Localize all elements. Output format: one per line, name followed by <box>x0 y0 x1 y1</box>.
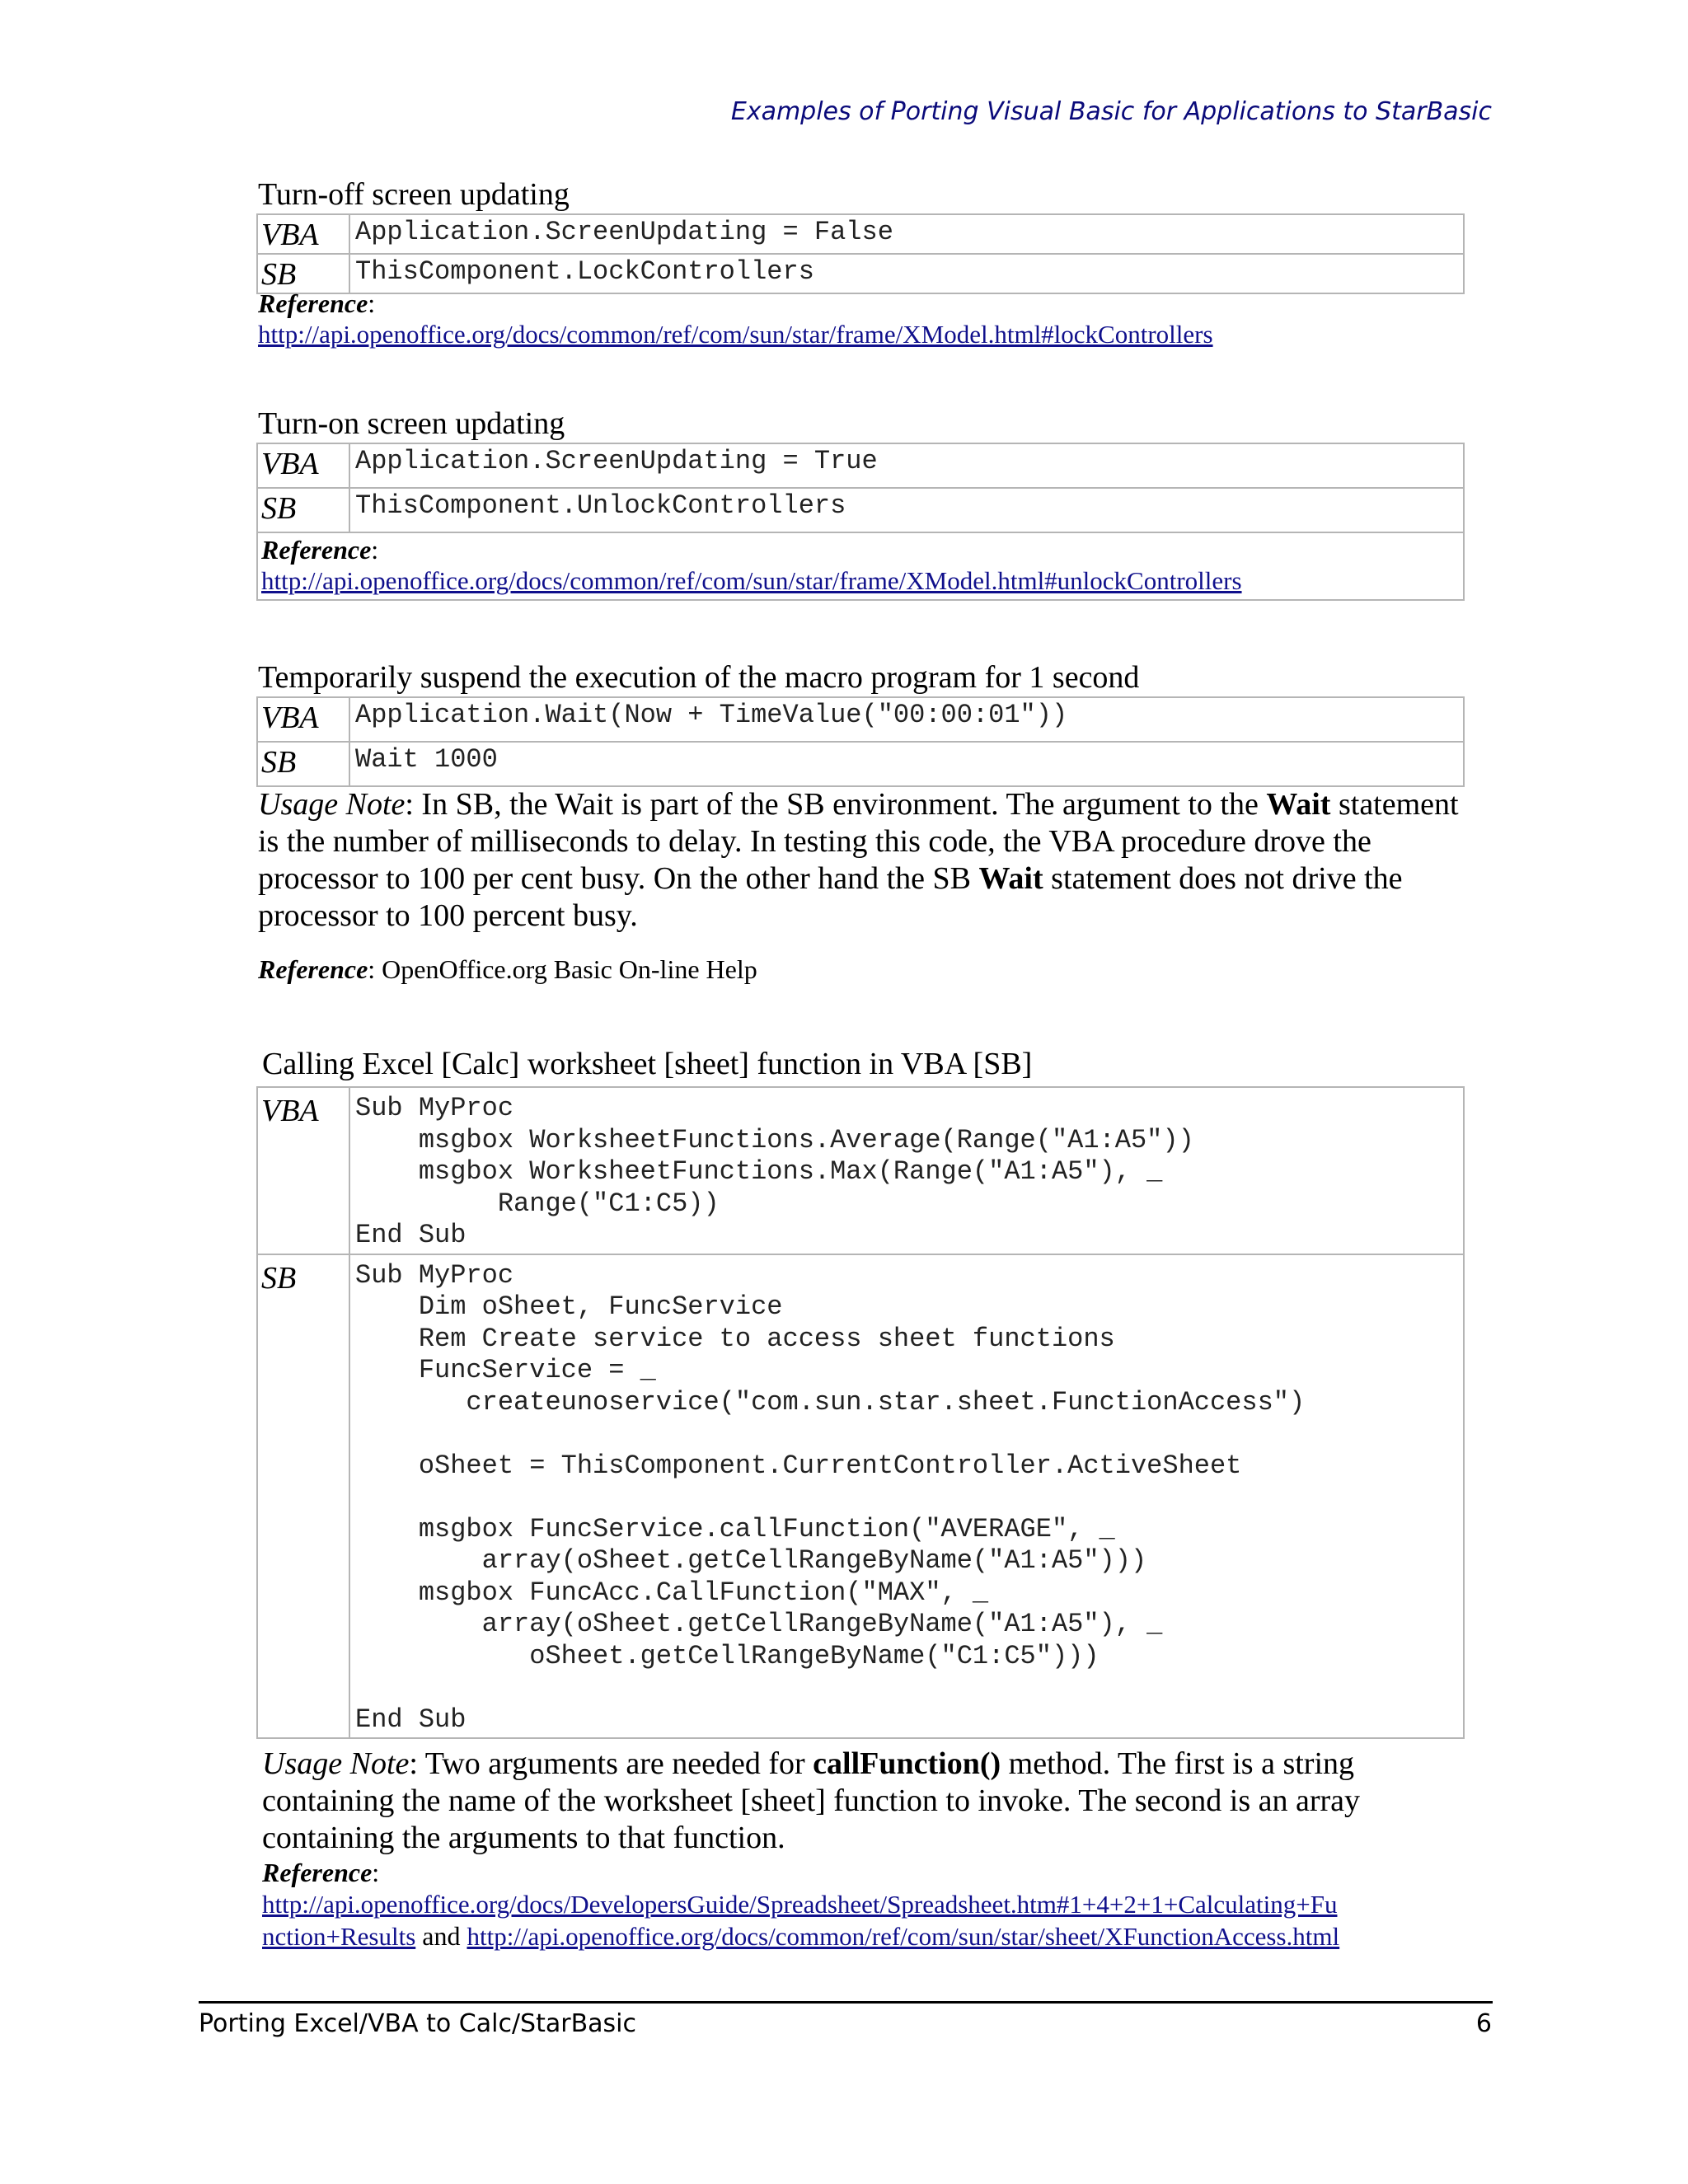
usage-text: statement is the number of milliseconds to delay. In testing this code, the VBA procedure drove the processor to 100 per cent busy. On the other hand the SB <box>258 787 1459 896</box>
usage-text: method. The first is a string containing the name of the worksheet [sheet] function to invoke. The second is an array containing the arguments to that function. <box>262 1746 1361 1855</box>
section-title-wait: Temporarily suspend the execution of the macro program for 1 second <box>258 660 1140 695</box>
table-row <box>257 697 1464 742</box>
usage-bold: callFunction() <box>813 1746 1001 1781</box>
reference-block <box>258 954 757 985</box>
code-cell: ThisComponent.UnlockControllers <box>349 488 1464 532</box>
usage-text: : In SB, the Wait is part of the SB environment. The argument to the <box>405 787 1267 822</box>
reference-text: : OpenOffice.org Basic On-line Help <box>368 954 757 984</box>
reference-label: Reference <box>258 954 368 984</box>
table-row <box>257 214 1464 254</box>
usage-note-wait <box>258 786 1470 935</box>
usage-text: statement does not drive the processor to 100 percent busy. <box>258 861 1403 933</box>
code-cell: Wait 1000 <box>349 742 1464 786</box>
lang-label: VBA <box>257 443 349 488</box>
reference-label: Reference <box>258 288 368 318</box>
table-row <box>257 443 1464 488</box>
reference-label: Reference <box>261 535 372 565</box>
reference-block: Reference: http://api.openoffice.org/docs/DevelopersGuide/Spreadsheet/Spreadsheet.htm#1+4+2+1+Calculating+Fu nction+Results and http://api.openoffice.org/docs/common/ref/com/sun/star/sheet/XFunctionAccess.html <box>262 1858 1340 1951</box>
section-title-screen-on: Turn-on screen updating <box>258 406 565 441</box>
reference-link[interactable]: http://api.openoffice.org/docs/common/ref/com/sun/star/frame/XModel.html#unlockControllers <box>261 566 1242 595</box>
table-row <box>257 742 1464 786</box>
footer-title: Porting Excel/VBA to Calc/StarBasic <box>199 2009 637 2038</box>
lang-label: SB <box>257 1254 349 1739</box>
table-row <box>257 488 1464 532</box>
lang-label: SB <box>257 254 349 293</box>
section-title-screen-off: Turn-off screen updating <box>258 177 570 212</box>
code-cell: Application.Wait(Now + TimeValue("00:00:01")) <box>349 697 1464 742</box>
code-cell: Sub MyProc msgbox WorksheetFunctions.Average(Range("A1:A5")) msgbox WorksheetFunctions.Max(Range("A1:A5"), _ Range("C1:C5)) End Sub <box>349 1087 1464 1254</box>
running-header: Examples of Porting Visual Basic for Applications to StarBasic <box>730 97 1492 126</box>
reference-and: and <box>415 1921 467 1951</box>
lang-label: VBA <box>257 214 349 254</box>
code-cell: Sub MyProc Dim oSheet, FuncService Rem Create service to access sheet functions FuncService = _ createunoservice("com.sun.star.sheet.FunctionAccess") oSheet = ThisComponent.CurrentController.ActiveSheet msgbox FuncService.callFunction("AVERAGE", _ array(oSheet.getCellRangeByName("A1:A5"))) msgbox FuncAcc.CallFunction("MAX", _ array(oSheet.getCellRangeByName("A1:A5"), _ oSheet.getCellRangeByName("C1:C5"))) End Sub <box>349 1254 1464 1739</box>
section-title-calling-excel: Calling Excel [Calc] worksheet [sheet] function in VBA [SB] <box>262 1047 1033 1081</box>
lang-label: VBA <box>257 1087 349 1254</box>
lang-label: SB <box>257 742 349 786</box>
lang-label: SB <box>257 488 349 532</box>
page-number: 6 <box>1475 2009 1492 2038</box>
usage-note-callfunction <box>262 1746 1474 1857</box>
usage-bold: Wait <box>978 861 1043 896</box>
table-row <box>257 254 1464 293</box>
code-cell: Application.ScreenUpdating = False <box>349 214 1464 254</box>
footer-rule <box>199 2001 1493 2004</box>
reference-link-devguide-line1[interactable]: http://api.openoffice.org/docs/DevelopersGuide/Spreadsheet/Spreadsheet.htm#1+4+2+1+Calculating+Fu <box>262 1890 1338 1919</box>
reference-block: Reference: http://api.openoffice.org/docs/common/ref/com/sun/star/frame/XModel.html#lockControllers <box>258 288 1213 349</box>
usage-label: Usage Note <box>262 1746 410 1781</box>
table-row <box>257 1087 1464 1254</box>
reference-cell: Reference: http://api.openoffice.org/docs/common/ref/com/sun/star/frame/XModel.html#unlockControllers <box>257 532 1464 600</box>
table-row <box>257 1254 1464 1739</box>
lang-label: VBA <box>257 697 349 742</box>
code-table-calling-excel <box>256 1086 1465 1739</box>
code-table-wait <box>256 696 1465 787</box>
usage-bold: Wait <box>1266 787 1331 822</box>
code-table-screen-off <box>256 213 1465 294</box>
usage-label: Usage Note <box>258 787 406 822</box>
reference-link-devguide-line2[interactable]: nction+Results <box>262 1922 416 1951</box>
reference-label: Reference <box>262 1858 373 1887</box>
usage-text: : Two arguments are needed for <box>409 1746 814 1781</box>
code-cell: ThisComponent.LockControllers <box>349 254 1464 293</box>
reference-link[interactable]: http://api.openoffice.org/docs/common/ref/com/sun/star/frame/XModel.html#lockControllers <box>258 320 1213 349</box>
code-cell: Application.ScreenUpdating = True <box>349 443 1464 488</box>
reference-link-xfunctionaccess[interactable]: http://api.openoffice.org/docs/common/ref/com/sun/star/sheet/XFunctionAccess.html <box>467 1922 1340 1951</box>
table-row <box>257 532 1464 600</box>
code-table-screen-on <box>256 443 1465 601</box>
